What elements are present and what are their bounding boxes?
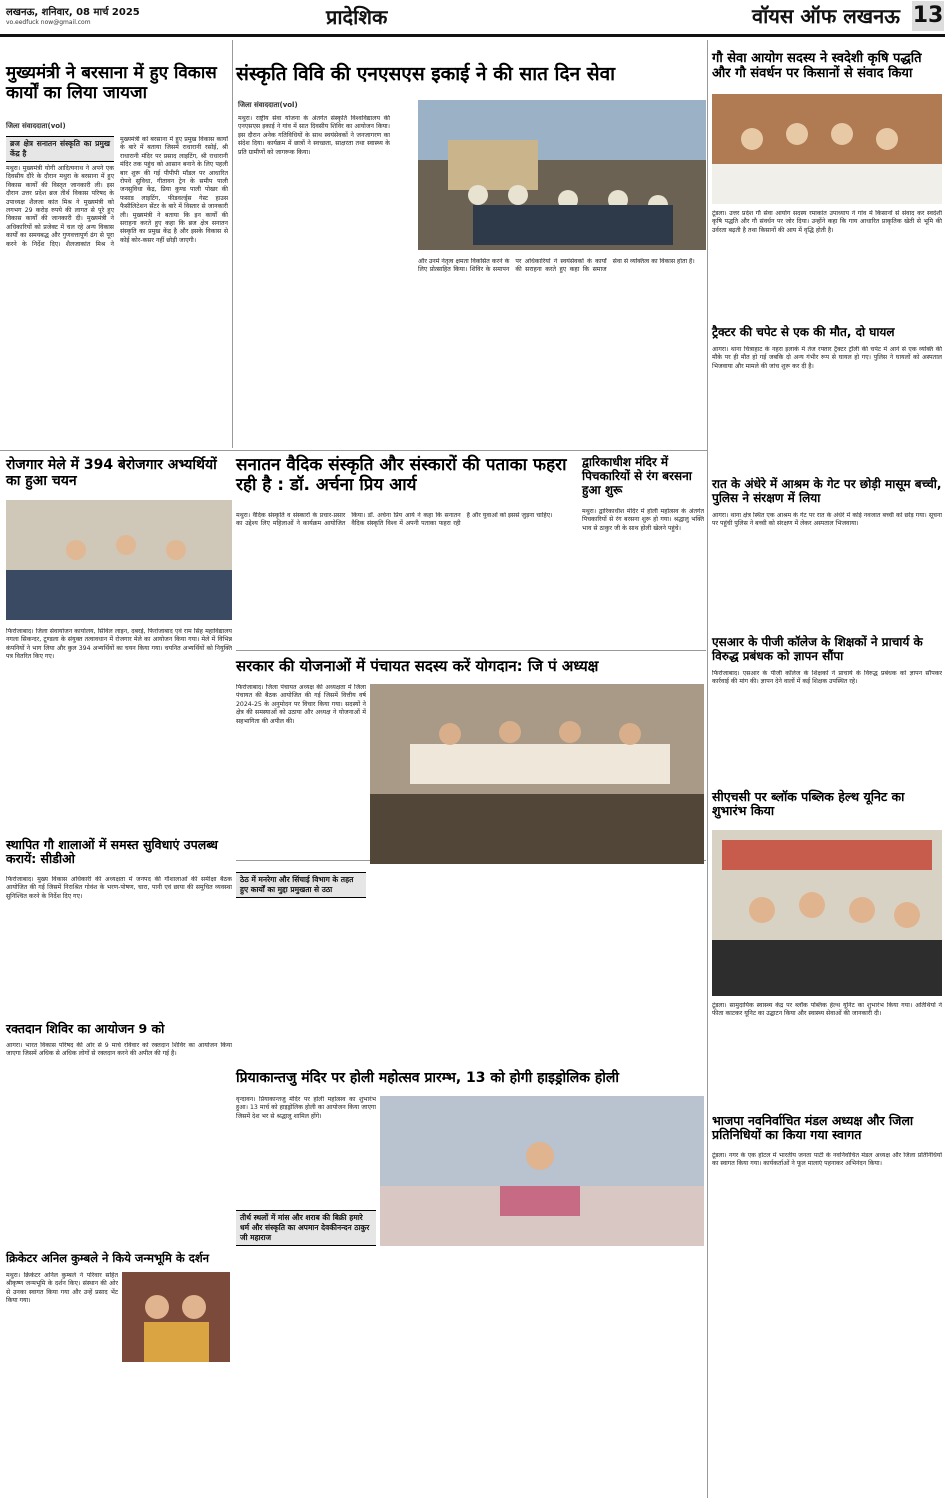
website: vo.eedfuck now@gmail.com [6, 19, 91, 26]
article-body: फिरोजाबाद। जिला पंचायत अध्यक्ष की अध्यक्षता में जिला पंचायत की बैठक आयोजित की गई जिसमें वित्तीय वर्ष 2024-25 के अनुमोदन पर विचार किया गया। सदस्यों ने क्षेत्र की समस्याओं को उठाया और अध्यक्ष ने योजनाओं में सहभागिता की अपील की। [236, 684, 366, 725]
article-body: मथुरा। द्वारिकाधीश मंदिर में होली महोत्सव के अंतर्गत पिचकारियों से रंग बरसना शुरू हो गया। श्रद्धालु भक्ति भाव से ठाकुर जी के साथ होली खेलने पहुंचे। [582, 508, 704, 532]
article-body: टूंडला। नगर के एक होटल में भारतीय जनता पार्टी के नवनिर्वाचित मंडल अध्यक्ष और जिला प्रतिनिधियों का स्वागत किया गया। कार्यकर्ताओं ने फूल मालाएं पहनाकर अभिनंदन किया। [712, 1152, 942, 1168]
article-body: आगरा। थाना चित्राहाट के नहरा इलाके में तेज रफ्तार ट्रैक्टर ट्रॉली की चपेट में आने से एक व्यक्ति की मौके पर ही मौत हो गई जबकि दो अन्य गंभीर रूप से घायल हो गए। पुलिस ने घायलों को अस्पताल भिजवाया और मामले की जांच शुरू कर दी है। [712, 346, 942, 370]
headline-gaushala: स्थापित गौ शालाओं में समस्त सुविधाएं उपलब्ध करायें: सीडीओ [6, 837, 218, 867]
article-body: मथुरा। राष्ट्रीय सेवा योजना के अंतर्गत संस्कृति विश्वविद्यालय की एनएसएस इकाई ने गांव में सात दिवसीय शिविर का आयोजन किया। इस दौरान अनेक गतिविधियों के साथ स्वयंसेवकों ने जनजागरण का संदेश दिया। कार्यक्रम में छात्रों ने स्वच्छता, साक्षरता तथा स्वास्थ्य के प्रति ग्रामीणों को जागरूक किया। [238, 115, 390, 156]
page-number: 13 [912, 1, 944, 31]
story-tag: तीर्थ स्थलों में मांस और शराब की बिक्री हमारे धर्म और संस्कृति का अपमान देवकीनन्दन ठाकुर जी महाराज [236, 1210, 376, 1246]
article-body: वृन्दावन। प्रियाकान्तजु मंदिर पर होली महोत्सव का शुभारंभ हुआ। 13 मार्च को हाइड्रोलिक होली का आयोजन किया जाएगा जिसमें देश भर से श्रद्धालु शामिल होंगे। [236, 1096, 376, 1120]
newspaper-brand: वॉयस ऑफ लखनऊ [752, 4, 900, 28]
column-rule [707, 40, 708, 1498]
story-tag: ठेठ में मनरेगा और सिंचाई विभाग के तहत हुए कार्यों का मुद्दा प्रमुखता से उठा [236, 872, 366, 898]
headline-ashram: रात के अंधेरे में आश्रम के गेट पर छोड़ी मासूम बच्ची, पुलिस ने संरक्षण में लिया [712, 477, 942, 505]
cricketer-photo [122, 1272, 230, 1362]
rojgar-mela-photo [6, 500, 232, 620]
article-body: आगरा। थाना क्षेत्र स्थित एक आश्रम के गेट पर रात के अंधेरे में कोई नवजात बच्ची को छोड़ गया। सूचना पर पहुंची पुलिस ने बच्ची को संरक्षण में लेकर अस्पताल भिजवाया। [712, 512, 942, 528]
headline-holi: प्रियाकान्तजु मंदिर पर होली महोत्सव प्रारम्भ, 13 को होगी हाइड्रोलिक होली [236, 1070, 620, 1086]
nss-camp-photo [418, 100, 706, 250]
holi-festival-photo [380, 1096, 704, 1246]
gau-seva-photo [712, 94, 942, 204]
headline-nss: संस्कृति विवि की एनएसएस इकाई ने की सात दिन सेवा [236, 63, 616, 85]
headline-cm-barsana: मुख्यमंत्री ने बरसाना में हुए विकास कार्यों का लिया जायजा [6, 63, 217, 103]
article-body: मथुरा। क्रिकेटर अनिल कुम्बले ने परिवार सहित श्रीकृष्ण जन्मभूमि के दर्शन किए। संस्थान की ओर से उनका स्वागत किया गया और उन्हें प्रसाद भेंट किया गया। [6, 1272, 118, 1305]
headline-cricketer: क्रिकेटर अनिल कुम्बले ने किये जन्मभूमि के दर्शन [6, 1251, 210, 1265]
headline-raktdan: रक्तदान शिविर का आयोजन 9 को [6, 1021, 165, 1036]
article-body: मथुरा। वैदिक संस्कृति व संस्कारों के प्रचार-प्रसार का उद्देश्य लिए महिलाओं ने कार्यक्रम आयोजित किया। डॉ. अर्चना प्रिय आर्य ने कहा कि सनातन वैदिक संस्कृति विश्व में अपनी पताका फहरा रही है और युवाओं को इससे जुड़ना चाहिए। [236, 512, 553, 528]
headline-gau-seva: गौ सेवा आयोग सदस्य ने स्वदेशी कृषि पद्धति और गौ संवर्धन पर किसानों से संवाद किया [712, 51, 922, 81]
headline-bjp: भाजपा नवनिर्वाचित मंडल अध्यक्ष और जिला प्रतिनिधियों का किया गया स्वागत [712, 1113, 914, 1143]
headline-block-health: सीएचसी पर ब्लॉक पब्लिक हेल्थ यूनिट का शुभारंभ किया [712, 789, 905, 819]
article-body: और उनमें नेतृत्व क्षमता विकसित करने के लिए प्रोत्साहित किया। शिविर के समापन पर अधिकारियों ने स्वयंसेवकों के कार्यों की सराहना करते हुए कहा कि समाज सेवा से व्यक्तित्व का विकास होता है। [418, 258, 695, 274]
byline: जिला संवाददाता(vol) [6, 122, 66, 130]
section-name: प्रादेशिक [326, 5, 388, 29]
headline-dwarkadhish: द्वारिकाधीश मंदिर में पिचकारियों से रंग बरसना हुआ शुरू [582, 455, 692, 497]
article-body: टूंडला। उत्तर प्रदेश गौ सेवा आयोग सदस्य रमाकांत उपाध्याय ने गांव में किसानों से संवाद कर स्वदेशी कृषि पद्धति और गौ संवर्धन पर जोर दिया। उन्होंने कहा कि गाय आधारित प्राकृतिक खेती से भूमि की उर्वरता बढ़ती है तथा किसानों की आय में वृद्धि होती है। [712, 210, 942, 234]
headline-panchayat: सरकार की योजनाओं में पंचायत सदस्य करें योगदान: जि पं अध्यक्ष [236, 657, 599, 675]
row-rule [236, 650, 706, 651]
headline-rojgar: रोजगार मेले में 394 बेरोजगार अभ्यर्थियों का हुआ चयन [6, 457, 217, 490]
panchayat-meeting-photo [370, 684, 704, 864]
byline: जिला संवाददाता(vol) [238, 101, 298, 109]
masthead-rule [0, 34, 945, 37]
article-body: आगरा। भारत विकास परिषद की ओर से 9 मार्च रविवार को रक्तदान शिविर का आयोजन किया जाएगा जिसमें अधिक से अधिक लोगों से रक्तदान करने की अपील की गई है। [6, 1042, 232, 1058]
story-tag: ब्रज क्षेत्र सनातन संस्कृति का प्रमुख केंद्र है [6, 136, 114, 162]
health-unit-photo [712, 830, 942, 996]
article-body: फिरोजाबाद। एसआर के पीजी कॉलेज के शिक्षकों ने प्राचार्य के विरुद्ध प्रबंधक को ज्ञापन सौंपकर कार्रवाई की मांग की। ज्ञापन देने वालों में कई शिक्षक उपस्थित रहे। [712, 670, 942, 686]
body-text: मथुरा। मुख्यमंत्री योगी आदित्यनाथ ने अपने एक दिवसीय दौरे के दौरान मथुरा के बरसाना में हुए विकास कार्यों की विस्तृत जानकारी ली। इस दौरान उत्तर प्रदेश ब्रज तीर्थ विकास परिषद के उपाध्यक्ष शैलजा कांत मिश्र ने मुख्यमंत्री को लगभग 29 करोड़ रुपये की लागत से पूरे हुए विकास कार्यों की जानकारी दी। मुख्यमंत्री ने अधिकारियों को प्रजेक्ट में चल रहे अन्य विकास कार्यों का समयबद्ध और गुणवत्तापूर्ण ढंग से पूरा करने के निर्देश दिए। शैलजाकांत मिश्र ने मुख्यमंत्री को बरसाना में हुए प्रमुख विकास कार्यों के बारे में बताया जिसमें राधारानी रसोई, श्री राधारानी मंदिर पर प्रसाद लाइटिंग, श्री राधारानी मंदिर तक पहुंच को आसान बनाने के लिए पहली बार शुरू की गई पीपीपी मॉडल पर आधारित रोपवे सुविधा, गीतावन ट्रेन के समीप पाली जनसुविधा केंद्र, प्रिया कुण्ड पाली पोखर की फसाड लाइटिंग, फीडवर्ल्ड्स गेस्ट हाउस फैसीलिटेशन सेंटर के बारे में विस्तार से जानकारी ली। मुख्यमंत्री ने बताया कि इन कार्यों की सराहना करते हुए कहा कि ब्रज क्षेत्र सनातन संस्कृति का प्रमुख केंद्र है और इसके विकास से कोई कोर-कसर नहीं छोड़ी जाएगी। [6, 136, 228, 248]
article-body: टूंडला। सामुदायिक स्वास्थ्य केंद्र पर ब्लॉक पब्लिक हेल्थ यूनिट का शुभारंभ किया गया। अतिथियों ने फीता काटकर यूनिट का उद्घाटन किया और स्वास्थ्य सेवाओं की जानकारी दी। [712, 1002, 942, 1018]
article-body: फिरोजाबाद। जिला सेवायोजन कार्यालय, सिविल लाइन, दबरई, फिरोजाबाद एवं राम सिंह महाविद्यालय नगला सिकन्दर, टूण्डला के संयुक्त तत्वावधान में रोजगार मेले का आयोजन किया गया। मेले में विभिन्न कंपनियों ने भाग लिया और कुल 394 अभ्यर्थियों का चयन किया गया। चयनित अभ्यर्थियों को नियुक्ति पत्र वितरित किए गए। [6, 628, 232, 661]
article-body [6, 136, 228, 442]
headline-tractor: ट्रैक्टर की चपेट से एक की मौत, दो घायल [712, 325, 895, 339]
headline-sanatan: सनातन वैदिक संस्कृति और संस्कारों की पताका फहरा रही है : डॉ. अर्चना प्रिय आर्य [236, 455, 567, 495]
column-rule [232, 40, 233, 448]
article-body: फिरोजाबाद। मुख्य विकास अधिकारी की अध्यक्षता में जनपद की गौशालाओं की समीक्षा बैठक आयोजित की गई जिसमें निराश्रित गोवंश के भरण-पोषण, चारा, पानी एवं छाया की समुचित व्यवस्था सुनिश्चित करने के निर्देश दिए गए। [6, 876, 232, 900]
dateline: लखनऊ, शनिवार, 08 मार्च 2025 [6, 7, 140, 18]
headline-sr-pg: एसआर के पीजी कॉलेज के शिक्षकों ने प्राचार्य के विरुद्ध प्रबंधक को ज्ञापन सौंपा [712, 635, 923, 663]
row-rule [0, 450, 707, 451]
